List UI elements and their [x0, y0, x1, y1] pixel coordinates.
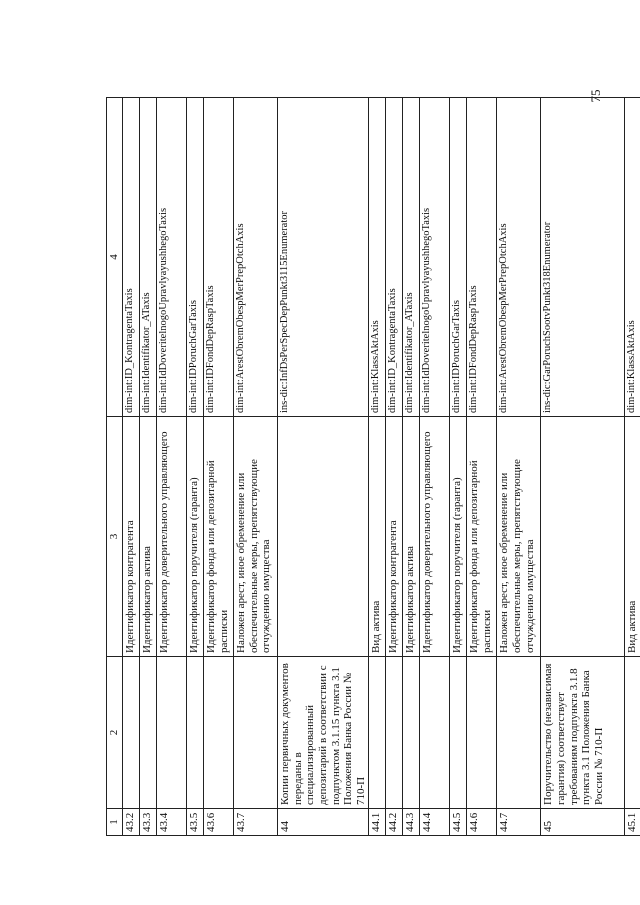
indicator-name-cell: Идентификатор актива: [403, 417, 420, 657]
row-number-cell: 44.5: [450, 809, 467, 836]
document-description-cell: [187, 657, 204, 809]
row-number-cell: 44.1: [369, 809, 386, 836]
document-description-cell: [123, 657, 140, 809]
table-row: [450, 98, 467, 836]
page-number: 75: [588, 89, 603, 103]
document-description-cell: [403, 657, 420, 809]
table-row: [278, 98, 369, 836]
taxonomy-element-cell: dim-int:IDFondDepRaspTaxis: [467, 98, 497, 417]
row-number-cell: 45: [541, 809, 625, 836]
table-row: [234, 98, 278, 836]
indicator-name-cell: Вид актива: [625, 417, 640, 657]
document-description-cell: Поручительство (независимая гарантия) соответствует требованиям подпункта 3.1.8 пункта 3.1 Положения Банка России № 710-П: [541, 657, 625, 809]
indicator-name-cell: Идентификатор доверительного управляющего: [420, 417, 450, 657]
taxonomy-element-cell: dim-int:KlassAktAxis: [625, 98, 640, 417]
header-cell-4: 4: [107, 98, 123, 417]
taxonomy-element-cell: dim-int:IDFondDepRaspTaxis: [204, 98, 234, 417]
table-row: [497, 98, 541, 836]
row-number-cell: 44.4: [420, 809, 450, 836]
taxonomy-element-cell: dim-int:ArestObremObespMerPrepOtchAxis: [234, 98, 278, 417]
document-description-cell: [386, 657, 403, 809]
table-row: [157, 98, 187, 836]
document-description-cell: [369, 657, 386, 809]
row-number-cell: 44.7: [497, 809, 541, 836]
document-description-cell: [625, 657, 640, 809]
document-description-cell: [467, 657, 497, 809]
taxonomy-element-cell: dim-int:Identifikator_ATaxis: [140, 98, 157, 417]
rotated-table-container: [106, 98, 640, 836]
table-row: [386, 98, 403, 836]
row-number-cell: 43.6: [204, 809, 234, 836]
indicator-name-cell: [278, 417, 369, 657]
row-number-cell: 44.3: [403, 809, 420, 836]
taxonomy-element-cell: dim-int:KlassAktAxis: [369, 98, 386, 417]
header-cell-3: 3: [107, 417, 123, 657]
document-description-cell: [450, 657, 467, 809]
indicator-name-cell: Идентификатор актива: [140, 417, 157, 657]
table-body: [123, 98, 640, 836]
document-description-cell: [157, 657, 187, 809]
indicator-name-cell: Наложен арест, иное обременение или обеспечительные меры, препятствующие отчуждению имущества: [497, 417, 541, 657]
taxonomy-element-cell: dim-int:ArestObremObespMerPrepOtchAxis: [497, 98, 541, 417]
indicator-name-cell: Вид актива: [369, 417, 386, 657]
row-number-cell: 44.6: [467, 809, 497, 836]
indicator-name-cell: Идентификатор поручителя (гаранта): [450, 417, 467, 657]
table-row: [467, 98, 497, 836]
taxonomy-element-cell: dim-int:ID_KontragentaTaxis: [123, 98, 140, 417]
indicator-name-cell: Наложен арест, иное обременение или обеспечительные меры, препятствующие отчуждению имущества: [234, 417, 278, 657]
row-number-cell: 45.1: [625, 809, 640, 836]
table-row: [123, 98, 140, 836]
header-cell-2: 2: [107, 657, 123, 809]
row-number-cell: 43.2: [123, 809, 140, 836]
indicator-name-cell: Идентификатор фонда или депозитарной расписки: [467, 417, 497, 657]
row-number-cell: 43.5: [187, 809, 204, 836]
taxonomy-element-cell: dim-int:IdDoveritelnogoUpravlyayushhegoTaxis: [157, 98, 187, 417]
indicator-name-cell: Идентификатор контрагента: [386, 417, 403, 657]
table-row: [187, 98, 204, 836]
taxonomy-element-cell: ins-dic:InfDsPerSpecDepPunkt3115Enumerator: [278, 98, 369, 417]
table-header-row: [107, 98, 123, 836]
document-description-cell: [234, 657, 278, 809]
table-row: [403, 98, 420, 836]
attributes-table: [106, 97, 640, 836]
row-number-cell: 43.3: [140, 809, 157, 836]
taxonomy-element-cell: dim-int:IDPoruchGarTaxis: [187, 98, 204, 417]
row-number-cell: 44.2: [386, 809, 403, 836]
row-number-cell: 43.4: [157, 809, 187, 836]
indicator-name-cell: [541, 417, 625, 657]
indicator-name-cell: Идентификатор контрагента: [123, 417, 140, 657]
taxonomy-element-cell: dim-int:IdDoveritelnogoUpravlyayushhegoTaxis: [420, 98, 450, 417]
indicator-name-cell: Идентификатор фонда или депозитарной расписки: [204, 417, 234, 657]
indicator-name-cell: Идентификатор поручителя (гаранта): [187, 417, 204, 657]
taxonomy-element-cell: dim-int:ID_KontragentaTaxis: [386, 98, 403, 417]
header-cell-1: 1: [107, 809, 123, 836]
document-description-cell: Копии первичных документов переданы в специализированный депозитарий в соответствии с подпунктом 3.1.15 пункта 3.1 Положения Банка России № 710-П: [278, 657, 369, 809]
table-row: [625, 98, 640, 836]
document-description-cell: [140, 657, 157, 809]
table-row: [140, 98, 157, 836]
row-number-cell: 44: [278, 809, 369, 836]
taxonomy-element-cell: ins-dic:GarPoruchSootvPunkt318Enumerator: [541, 98, 625, 417]
row-number-cell: 43.7: [234, 809, 278, 836]
taxonomy-element-cell: dim-int:Identifikator_ATaxis: [403, 98, 420, 417]
table-row: [204, 98, 234, 836]
table-row: [420, 98, 450, 836]
indicator-name-cell: Идентификатор доверительного управляющего: [157, 417, 187, 657]
taxonomy-element-cell: dim-int:IDPoruchGarTaxis: [450, 98, 467, 417]
table-row: [541, 98, 625, 836]
table-row: [369, 98, 386, 836]
document-description-cell: [497, 657, 541, 809]
document-description-cell: [420, 657, 450, 809]
document-description-cell: [204, 657, 234, 809]
